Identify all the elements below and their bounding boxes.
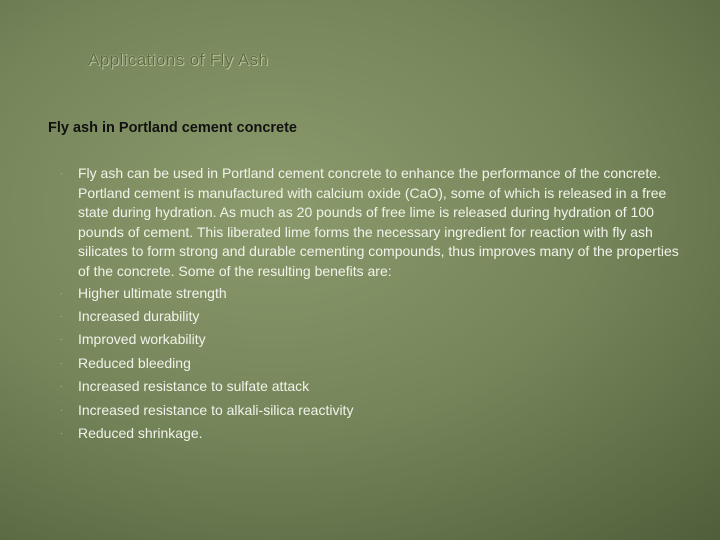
bullet-item-benefit — [60, 354, 680, 373]
bullet-text: Reduced shrinkage. — [78, 425, 203, 441]
bullet-text: Increased resistance to alkali-silica reactivity — [78, 401, 354, 418]
bullet-item-benefit — [60, 330, 680, 349]
bullet-icon: · — [60, 288, 63, 298]
slide-title: Applications of Fly Ash — [88, 50, 269, 69]
bullet-item-benefit — [60, 401, 680, 420]
section-subtitle: Fly ash in Portland cement concrete — [48, 120, 297, 136]
bullet-item-benefit — [60, 377, 680, 396]
bullet-text: Improved workability — [78, 331, 206, 348]
bullet-list — [60, 164, 680, 447]
bullet-item-benefit — [60, 424, 680, 443]
bullet-icon: · — [60, 169, 63, 178]
bullet-item-benefit — [60, 284, 680, 303]
bullet-text: Increased durability — [78, 307, 200, 324]
bullet-icon: · — [60, 358, 63, 368]
bullet-icon: · — [60, 335, 63, 345]
bullet-item-intro — [60, 164, 680, 282]
bullet-icon: · — [60, 405, 63, 415]
bullet-icon: · — [60, 429, 63, 438]
bullet-text: Reduced bleeding — [78, 354, 191, 371]
bullet-text: Increased resistance to sulfate attack — [78, 378, 310, 395]
bullet-text: Higher ultimate strength — [78, 284, 227, 301]
bullet-icon: · — [60, 382, 63, 392]
bullet-icon: · — [60, 311, 63, 321]
bullet-item-benefit — [60, 307, 680, 326]
bullet-text: Fly ash can be used in Portland cement concrete to enhance the performance of the concrete. Portland cement is manufactured with calcium oxide (CaO), some of which is released in a free state during hydration. As much as 20 pounds of free lime is released during hydration of 100 pounds of cement. This liberated lime forms the necessary ingredient for reaction with fly ash silicates to form strong and durable cementing compounds, thus improves many of the properties of the concrete. Some of the resulting benefits are: — [78, 165, 679, 279]
